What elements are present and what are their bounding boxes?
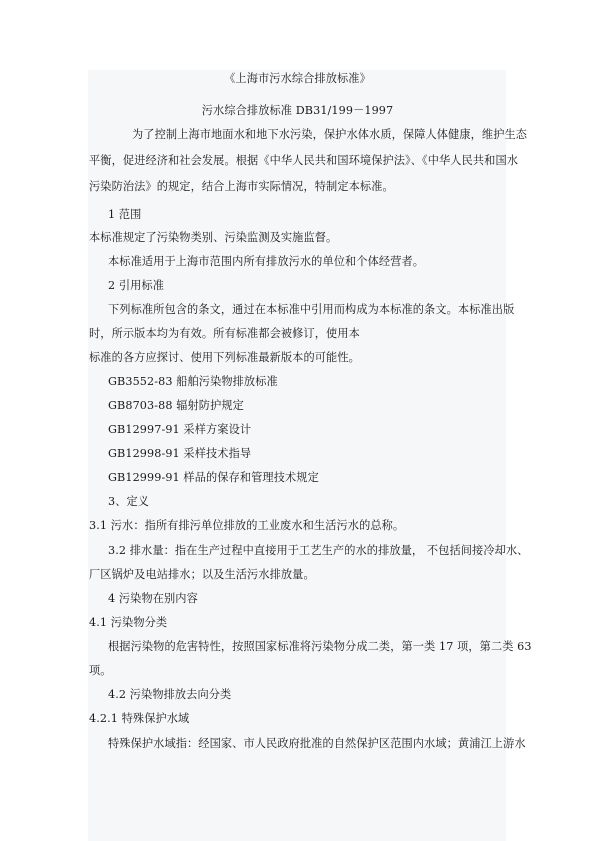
definition-sewage: 3.1 污水：指所有排污单位排放的工业废水和生活污水的总称。 — [89, 519, 405, 532]
section-heading-references: 2 引用标准 — [108, 279, 165, 292]
definition-drainage-line-2: 厂区锅炉及电站排水；以及生活污水排放量。 — [89, 568, 315, 581]
definition-drainage-line-1: 3.2 排水量：指在生产过程中直接用于工艺生产的水的排放量， 不包括间接冷却水、 — [108, 544, 529, 557]
special-waters-line-1: 特殊保护水域指：经国家、市人民政府批准的自然保护区范围内水域；黄浦江上游水 — [108, 737, 526, 750]
reference-item: GB3552-83 船舶污染物排放标准 — [108, 375, 278, 388]
intro-line-1: 为了控制上海市地面水和地下水污染，保护水体水质，保障人体健康，维护生态 — [132, 128, 528, 141]
reference-item: GB12999-91 样品的保存和管理技术规定 — [108, 471, 319, 484]
section-heading-scope: 1 范围 — [108, 208, 142, 221]
references-line-2: 时，所示版本均为有效。所有标准都会被修订，使用本 — [89, 327, 360, 340]
document-title: 《上海市污水综合排放标准》 — [224, 72, 371, 85]
classification-line-1: 根据污染物的危害特性，按照国家标准将污染物分成二类，第一类 17 项，第二类 63 — [108, 640, 532, 653]
references-line-1: 下列标准所包含的条文，通过在本标准中引用而构成为本标准的条文。本标准出版 — [108, 303, 515, 316]
classification-line-2: 项。 — [89, 664, 112, 677]
subsection-heading-special-waters: 4.2.1 特殊保护水域 — [89, 712, 190, 725]
subsection-heading-classification: 4.1 污染物分类 — [89, 616, 168, 629]
reference-item: GB8703-88 辐射防护规定 — [108, 399, 244, 412]
scope-line-2: 本标准适用于上海市范围内所有排放污水的单位和个体经营者。 — [108, 255, 425, 268]
intro-line-3: 污染防治法》的规定，结合上海市实际情况，特制定本标准。 — [89, 180, 394, 193]
section-heading-definitions: 3、定义 — [108, 495, 150, 508]
intro-line-2: 平衡，促进经济和社会发展。根据《中华人民共和国环境保护法》、《中华人民共和国水 — [89, 154, 519, 167]
section-heading-pollutants: 4 污染物在别内容 — [108, 592, 198, 605]
reference-item: GB12997-91 采样方案设计 — [108, 423, 252, 436]
subsection-heading-discharge: 4.2 污染物排放去向分类 — [108, 688, 232, 701]
scope-line-1: 本标准规定了污染物类别、污染监测及实施监督。 — [89, 231, 338, 244]
reference-item: GB12998-91 采样技术指导 — [108, 447, 252, 460]
references-line-3: 标准的各方应探讨、使用下列标准最新版本的可能性。 — [89, 351, 360, 364]
document-subtitle: 污水综合排放标准 DB31/199－1997 — [201, 104, 394, 117]
